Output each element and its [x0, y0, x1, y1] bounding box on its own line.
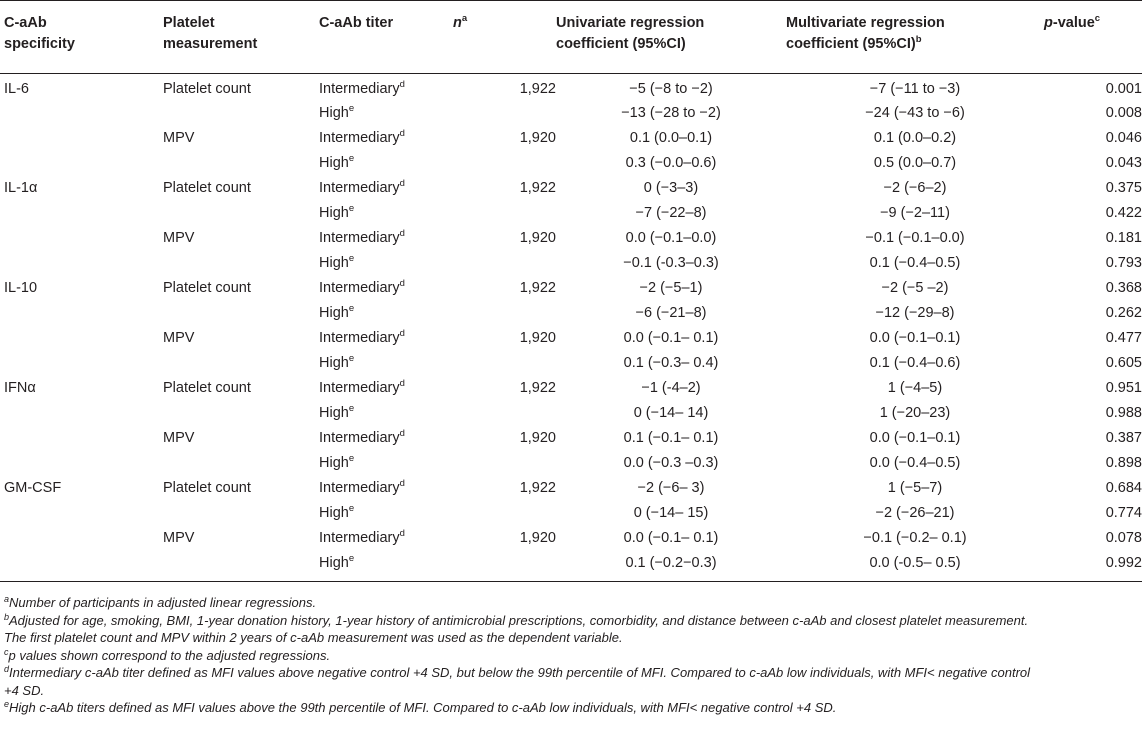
table-row [0, 302, 1142, 327]
cell-n [453, 352, 556, 377]
header-n: $n^a$ [453, 1, 556, 73]
cell-titer: High$^e$ [319, 353, 355, 371]
cell-specificity: IFNα [4, 380, 36, 396]
cell-multivariate: −2 (−6–2) [883, 180, 947, 196]
cell-univariate: −7 (−22–8) [635, 205, 707, 221]
table-row [0, 152, 1142, 177]
cell-univariate: 0.1 (0.0–0.1) [629, 130, 713, 146]
cell-multivariate: 1 (−20–23) [879, 405, 951, 421]
cell-titer: Intermediary$^d$ [319, 528, 405, 546]
cell-n [453, 552, 556, 581]
table-row [0, 352, 1142, 377]
cell-measurement [163, 252, 319, 277]
cell-measurement: MPV [163, 230, 195, 246]
cell-n: 1,922 [519, 80, 556, 97]
cell-titer: High$^e$ [319, 103, 355, 121]
table-row [0, 127, 1142, 152]
table-row [0, 402, 1142, 427]
footnote: $^b$Adjusted for age, smoking, BMI, 1-year donation history, 1-year history of antimicrobial prescriptions, comorbidity, and distance between c-aAb and closest platelet measurement. [4, 611, 1029, 628]
cell-univariate: −5 (−8 to −2) [629, 80, 713, 97]
cell-titer: High$^e$ [319, 403, 355, 421]
cell-specificity: IL-6 [4, 80, 29, 97]
cell-specificity [0, 527, 163, 552]
cell-n: 1,922 [519, 280, 556, 296]
footnote: $^e$High c-aAb titers defined as MFI values above the 99th percentile of MFI. Compared to c-aAb low individuals, with MFI< negative control +4 SD. [4, 699, 837, 715]
cell-specificity [0, 552, 163, 581]
cell-pvalue: 0.368 [1105, 280, 1142, 296]
cell-pvalue: 0.605 [1105, 355, 1142, 371]
cell-titer: Intermediary$^d$ [319, 128, 405, 146]
cell-multivariate: −0.1 (−0.2– 0.1) [863, 530, 967, 546]
cell-specificity [0, 502, 163, 527]
cell-specificity [0, 252, 163, 277]
table-row [0, 227, 1142, 252]
cell-multivariate: −2 (−5 –2) [881, 280, 949, 296]
cell-multivariate: −7 (−11 to −3) [869, 80, 961, 97]
table-row [0, 102, 1142, 127]
cell-titer: High$^e$ [319, 253, 355, 271]
cell-pvalue: 0.043 [1105, 155, 1142, 171]
cell-univariate: 0.1 (−0.3– 0.4) [623, 355, 719, 371]
cell-pvalue: 0.992 [1044, 552, 1142, 581]
cell-pvalue: 0.078 [1105, 530, 1142, 546]
cell-univariate: 0 (−3–3) [643, 180, 699, 196]
cell-titer: High$^e$ [319, 303, 355, 321]
cell-multivariate: 0.1 (−0.4–0.6) [869, 355, 961, 371]
cell-univariate: 0.0 (−0.1–0.0) [625, 230, 717, 246]
cell-specificity [0, 202, 163, 227]
cell-measurement [163, 202, 319, 227]
cell-univariate: 0.3 (−0.0–0.6) [625, 155, 717, 171]
cell-n: 1,922 [519, 480, 556, 496]
cell-multivariate: 0.0 (−0.1–0.1) [869, 330, 961, 346]
cell-univariate: −6 (−21–8) [635, 305, 707, 321]
footnote: $^c$p values shown correspond to the adjusted regressions. [4, 646, 331, 663]
cell-pvalue: 0.008 [1105, 105, 1142, 121]
cell-multivariate: 0.1 (0.0–0.2) [873, 130, 957, 146]
table-row [0, 177, 1142, 202]
cell-titer: Intermediary$^d$ [319, 178, 405, 196]
cell-multivariate: −0.1 (−0.1–0.0) [865, 230, 965, 246]
cell-univariate: 0 (−14– 15) [633, 505, 709, 521]
footnote: +4 SD. [4, 682, 45, 698]
cell-multivariate: 0.0 (−0.4–0.5) [869, 455, 961, 471]
cell-measurement: Platelet count [163, 80, 251, 97]
cell-pvalue: 0.001 [1105, 80, 1142, 97]
cell-n [453, 252, 556, 277]
cell-specificity [0, 352, 163, 377]
cell-multivariate: −2 (−26–21) [875, 505, 955, 521]
table-row [0, 73, 1142, 102]
cell-measurement: MPV [163, 530, 195, 546]
cell-pvalue: 0.046 [1105, 130, 1142, 146]
table-row [0, 252, 1142, 277]
cell-measurement [163, 302, 319, 327]
cell-specificity [0, 327, 163, 352]
cell-univariate: 0.0 (−0.3 –0.3) [623, 455, 719, 471]
header-titer: C-aAb titer [319, 1, 453, 73]
table-footnotes [4, 594, 1140, 717]
table-body [0, 73, 1142, 581]
table-header-row [0, 1, 1142, 73]
cell-titer: High$^e$ [319, 453, 355, 471]
cell-univariate: −1 (-4–2) [641, 380, 701, 396]
cell-univariate: 0.0 (−0.1– 0.1) [623, 530, 719, 546]
cell-n [453, 152, 556, 177]
table-row [0, 277, 1142, 302]
cell-specificity [0, 102, 163, 127]
cell-pvalue: 0.684 [1105, 480, 1142, 496]
cell-pvalue: 0.898 [1105, 455, 1142, 471]
table-row [0, 477, 1142, 502]
table-row [0, 452, 1142, 477]
cell-pvalue: 0.375 [1105, 180, 1142, 196]
cell-titer: Intermediary$^d$ [319, 478, 405, 496]
cell-measurement: Platelet count [163, 180, 251, 196]
cell-n [453, 502, 556, 527]
cell-n: 1,922 [519, 380, 556, 396]
header-multivariate: Multivariate regression coefficient $(95\%CI)^b$ [786, 1, 1044, 73]
cell-n: 1,920 [519, 130, 556, 146]
footnote: $^a$Number of participants in adjusted linear regressions. [4, 594, 317, 610]
cell-pvalue: 0.477 [1105, 330, 1142, 346]
cell-measurement: Platelet count [163, 380, 251, 396]
cell-measurement [163, 102, 319, 127]
cell-pvalue: 0.774 [1105, 505, 1142, 521]
cell-univariate: 0.1 (−0.2−0.3) [556, 552, 786, 581]
cell-univariate: 0.1 (−0.1– 0.1) [623, 430, 719, 446]
header-univariate: Univariate regression coefficient (95%CI) [556, 1, 786, 73]
cell-pvalue: 0.951 [1105, 380, 1142, 396]
table-row [0, 427, 1142, 452]
cell-measurement [163, 352, 319, 377]
cell-multivariate: 0.0 (-0.5– 0.5) [786, 552, 1044, 581]
cell-measurement [163, 452, 319, 477]
cell-titer: Intermediary$^d$ [319, 78, 405, 97]
cell-univariate: −2 (−6– 3) [637, 480, 705, 496]
cell-measurement [163, 152, 319, 177]
cell-multivariate: −12 (−29–8) [875, 305, 955, 321]
cell-univariate: −2 (−5–1) [639, 280, 703, 296]
table-row [0, 527, 1142, 552]
table-row [0, 377, 1142, 402]
cell-n [453, 302, 556, 327]
cell-multivariate: 0.0 (−0.1–0.1) [869, 430, 961, 446]
cell-n: 1,920 [519, 230, 556, 246]
cell-univariate: −13 (−28 to −2) [621, 105, 721, 121]
cell-n: 1,920 [519, 330, 556, 346]
cell-pvalue: 0.793 [1105, 255, 1142, 271]
cell-specificity [0, 127, 163, 152]
footnote: The first platelet count and MPV within 2 years of c-aAb measurement was used as the dependent variable. [4, 630, 623, 645]
cell-measurement [163, 402, 319, 427]
cell-measurement: Platelet count [163, 480, 251, 496]
cell-n: 1,922 [519, 180, 556, 196]
cell-pvalue: 0.181 [1105, 230, 1142, 246]
cell-multivariate: −9 (−2–11) [880, 205, 950, 221]
cell-titer: High$^e$ [319, 153, 355, 171]
cell-n: 1,920 [519, 530, 556, 546]
cell-titer: Intermediary$^d$ [319, 328, 405, 346]
cell-univariate: 0 (−14– 14) [633, 405, 709, 421]
cell-measurement: MPV [163, 130, 195, 146]
cell-multivariate: 1 (−4–5) [887, 380, 943, 396]
cell-measurement [163, 552, 319, 581]
cell-titer: High$^e$ [319, 503, 355, 521]
cell-titer: High$^e$ [319, 203, 355, 221]
cell-titer: Intermediary$^d$ [319, 278, 405, 296]
header-pvalue: p-value$^c$ [1044, 1, 1142, 73]
cell-specificity [0, 452, 163, 477]
cell-univariate: 0.0 (−0.1– 0.1) [623, 330, 719, 346]
cell-specificity: IL-10 [4, 280, 38, 296]
cell-specificity [0, 427, 163, 452]
cell-specificity [0, 402, 163, 427]
table-row [0, 552, 1142, 581]
cell-specificity: GM-CSF [4, 480, 62, 496]
cell-pvalue: 0.988 [1105, 405, 1142, 421]
cell-n [453, 202, 556, 227]
cell-multivariate: 0.1 (−0.4–0.5) [869, 255, 961, 271]
cell-pvalue: 0.262 [1105, 305, 1142, 321]
cell-titer: High$^e$ [319, 552, 453, 581]
cell-multivariate: 0.5 (0.0–0.7) [873, 155, 957, 171]
cell-pvalue: 0.422 [1105, 205, 1142, 221]
cell-n [453, 402, 556, 427]
cell-multivariate: 1 (−5–7) [887, 480, 943, 496]
table-row [0, 202, 1142, 227]
cell-multivariate: −24 (−43 to −6) [865, 105, 965, 121]
cell-n: 1,920 [519, 430, 556, 446]
cell-specificity [0, 302, 163, 327]
cell-titer: Intermediary$^d$ [319, 228, 405, 246]
table-row [0, 502, 1142, 527]
footnote: $^d$Intermediary c-aAb titer defined as MFI values above negative control +4 SD, but below the 99th percentile of MFI. Compared to c-aAb low individuals, with MFI< negative control [4, 664, 1031, 680]
cell-titer: Intermediary$^d$ [319, 428, 405, 446]
table-row [0, 327, 1142, 352]
cell-measurement [163, 502, 319, 527]
cell-measurement: Platelet count [163, 280, 251, 296]
cell-measurement: MPV [163, 330, 195, 346]
header-platelet-measurement: Platelet measurement [163, 1, 319, 73]
cell-n [453, 102, 556, 127]
cell-pvalue: 0.387 [1105, 430, 1142, 446]
header-specificity: C-aAb specificity [0, 1, 163, 73]
cell-specificity [0, 227, 163, 252]
cell-specificity: IL-1α [4, 180, 38, 196]
cell-univariate: −0.1 (-0.3–0.3) [623, 255, 719, 271]
cell-n [453, 452, 556, 477]
cell-specificity [0, 152, 163, 177]
cell-titer: Intermediary$^d$ [319, 378, 405, 396]
cell-measurement: MPV [163, 430, 195, 446]
